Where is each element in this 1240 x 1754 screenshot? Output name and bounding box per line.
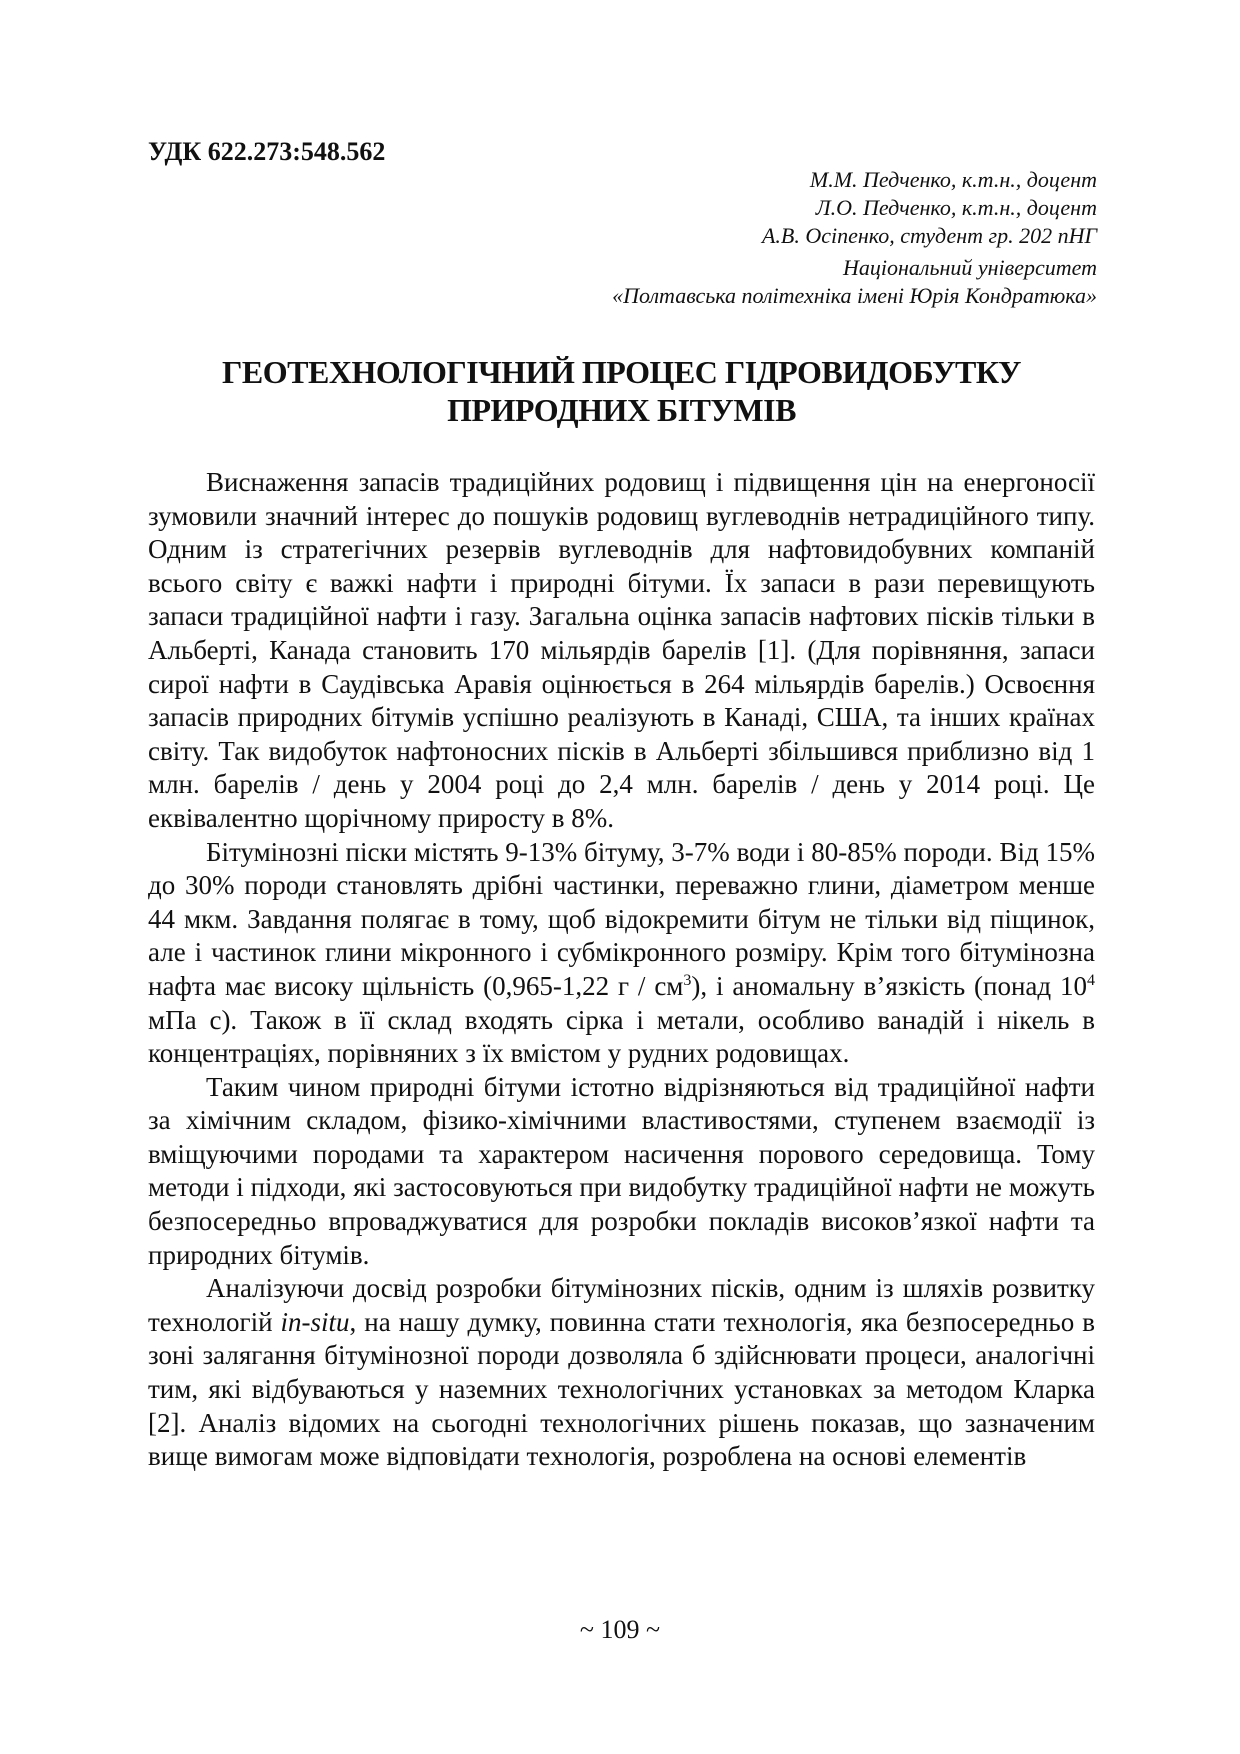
paragraph-2-text-b: ), і аномальну в’язкість (понад 10 <box>691 970 1088 1001</box>
paragraph-2-text-a: Бітумінозні піски містять 9-13% бітуму, 3-7% води і 80-85% породи. Від 15% до 30% породи становлять дрібні частинки, переважно глини, діаметром менше 44 мкм. Завдання полягає в тому, щоб відокремити бітум не тільки від піщинок, але і частинок глини мікронного і субмікронного розміру. Крім того бітумінозна нафта має високу щільність (0,965-1,22 г / см <box>148 836 1095 1001</box>
affiliation-line-2: «Полтавська політехніка імені Юрія Кондратюка» <box>612 283 1097 308</box>
title-line-2: ПРИРОДНИХ БІТУМІВ <box>447 392 796 428</box>
superscript-cubed: 3 <box>683 971 692 989</box>
paragraph-2 <box>148 836 1095 1071</box>
author-2: Л.О. Педченко, к.т.н., доцент <box>815 195 1097 220</box>
paragraph-2-text-c: мПа с). Також в її склад входять сірка і метали, особливо ванадій і нікель в концентраціях, порівняних з їх вмістом у рудних родовищах. <box>148 1004 1095 1069</box>
udc-code: УДК 622.273:548.562 <box>148 137 386 166</box>
paragraph-4-text-a: Аналізуючи досвід розробки бітумінозних пісків, одним із шляхів розвитку технологій <box>148 1273 1095 1337</box>
title-line-1: ГЕОТЕХНОЛОГІЧНИЙ ПРОЦЕС ГІДРОВИДОБУТКУ <box>222 354 1021 390</box>
paragraph-4-text-b: , на нашу думку, повинна стати технологія, яка безпосередньо в зоні залягання бітумінозної породи дозволяла б здійснювати процеси, аналогічні тим, які відбуваються у наземних технологічних установках за методом Кларка [2]. Аналіз відомих на сьогодні технологічних рішень показав, що зазначеним вище вимогам може відповідати технологія, розроблена на основі елементів <box>148 1306 1095 1472</box>
superscript-exponent: 4 <box>1087 971 1096 989</box>
page-number: ~ 109 ~ <box>579 1615 661 1644</box>
in-situ-term: in-situ <box>280 1306 350 1337</box>
author-1: М.М. Педченко, к.т.н., доцент <box>809 167 1097 192</box>
paragraph-1: Виснаження запасів традиційних родовищ і підвищення цін на енергоносії зумовили значний інтерес до пошуків родовищ вуглеводнів нетрадиційного типу. Одним із стратегічних резервів вуглеводнів для нафтовидобувних компаній всього світу є важкі нафти і природні бітуми. Їх запаси в рази перевищують запаси традиційної нафти і газу. Загальна оцінка запасів нафтових пісків тільки в Альберті, Канада становить 170 мільярдів барелів [1]. (Для порівняння, запаси сирої нафти в Саудівська Аравія оцінюється в 264 мільярдів барелів.) Освоєння запасів природних бітумів успішно реалізують в Канаді, США, та інших країнах світу. Так видобуток нафтоносних пісків в Альберті збільшився приблизно від 1 млн. барелів / день у 2004 році до 2,4 млн. барелів / день у 2014 році. Це еквівалентно щорічному приросту в 8%. <box>148 467 1095 833</box>
authors-block <box>612 166 1097 310</box>
paragraph-3: Таким чином природні бітуми істотно відрізняються від традиційної нафти за хімічним складом, фізико-хімічними властивостями, ступенем взаємодії із вміщуючими породами та характером насичення порового середовища. Тому методи і підходи, які застосовуються при видобутку традиційної нафти не можуть безпосередньо впроваджуватися для розробки покладів високов’язкої нафти та природних бітумів. <box>148 1071 1095 1270</box>
author-3: А.В. Осіпенко, студент гр. 202 пНГ <box>761 223 1097 248</box>
paper-title <box>148 353 1095 429</box>
affiliation-line-1: Національний університет <box>842 255 1097 280</box>
paragraph-4 <box>148 1272 1095 1474</box>
paper-body <box>148 466 1095 1474</box>
